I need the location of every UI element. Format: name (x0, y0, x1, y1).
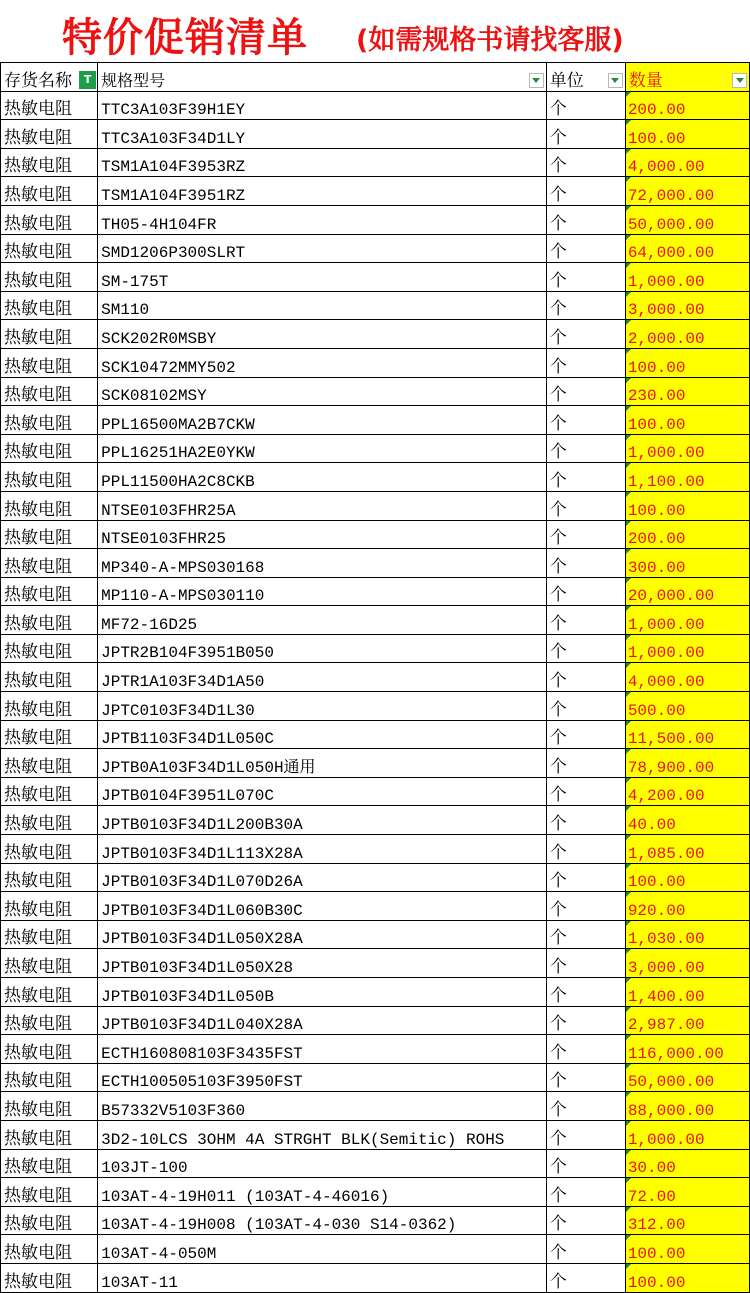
cell-name[interactable]: 热敏电阻 (1, 777, 98, 806)
cell-name[interactable]: 热敏电阻 (1, 806, 98, 835)
table-row (1, 549, 750, 578)
cell-unit[interactable]: 个 (546, 692, 625, 721)
cell-marker-icon (626, 349, 631, 354)
table-row (1, 320, 750, 349)
cell-marker-icon (626, 978, 631, 983)
cell-qty[interactable]: 4,000.00 (625, 148, 749, 177)
cell-name[interactable]: 热敏电阻 (1, 320, 98, 349)
cell-qty[interactable]: 1,030.00 (625, 920, 749, 949)
cell-model[interactable]: JPTB0103F34D1L060B30C (98, 892, 547, 921)
cell-model[interactable]: MP110-A-MPS030110 (98, 577, 547, 606)
cell-qty[interactable]: 50,000.00 (625, 1063, 749, 1092)
cell-unit[interactable]: 个 (546, 663, 625, 692)
cell-marker-icon (626, 378, 631, 383)
table-row (1, 205, 750, 234)
cell-qty[interactable]: 100.00 (625, 491, 749, 520)
cell-name[interactable]: 热敏电阻 (1, 205, 98, 234)
cell-model[interactable]: JPTB1103F34D1L050C (98, 720, 547, 749)
cell-unit[interactable]: 个 (546, 949, 625, 978)
cell-name[interactable]: 热敏电阻 (1, 120, 98, 149)
cell-marker-icon (626, 778, 631, 783)
cell-unit[interactable]: 个 (546, 406, 625, 435)
cell-marker-icon (626, 549, 631, 554)
cell-name[interactable]: 热敏电阻 (1, 577, 98, 606)
cell-marker-icon (626, 406, 631, 411)
cell-name[interactable]: 热敏电阻 (1, 1178, 98, 1207)
cell-unit[interactable]: 个 (546, 978, 625, 1007)
table-row (1, 1120, 750, 1149)
cell-unit[interactable]: 个 (546, 263, 625, 292)
cell-model[interactable]: JPTB0104F3951L070C (98, 777, 547, 806)
cell-marker-icon (626, 806, 631, 811)
table-row (1, 406, 750, 435)
table-row (1, 1206, 750, 1235)
cell-name[interactable]: 热敏电阻 (1, 949, 98, 978)
cell-name[interactable]: 热敏电阻 (1, 348, 98, 377)
header-label-qty: 数量 (628, 70, 663, 91)
cell-name[interactable]: 热敏电阻 (1, 177, 98, 206)
cell-model[interactable]: JPTB0A103F34D1L050H通用 (98, 749, 547, 778)
cell-marker-icon (626, 663, 631, 668)
cell-qty[interactable]: 300.00 (625, 549, 749, 578)
cell-marker-icon (626, 1235, 631, 1240)
cell-marker-icon (626, 749, 631, 754)
cell-name[interactable]: 热敏电阻 (1, 91, 98, 120)
table-row (1, 949, 750, 978)
cell-name[interactable]: 热敏电阻 (1, 663, 98, 692)
cell-qty[interactable]: 78,900.00 (625, 749, 749, 778)
cell-marker-icon (626, 149, 631, 154)
cell-model[interactable]: 103AT-4-19H011 (103AT-4-46016) (98, 1178, 547, 1207)
table-row (1, 463, 750, 492)
cell-qty[interactable]: 2,000.00 (625, 320, 749, 349)
cell-marker-icon (626, 1092, 631, 1097)
cell-marker-icon (626, 521, 631, 526)
cell-qty[interactable]: 100.00 (625, 348, 749, 377)
cell-qty[interactable]: 100.00 (625, 1263, 749, 1292)
cell-name[interactable]: 热敏电阻 (1, 749, 98, 778)
filter-active-icon[interactable]: T (79, 71, 96, 89)
cell-marker-icon (626, 949, 631, 954)
cell-name[interactable]: 热敏电阻 (1, 148, 98, 177)
cell-model[interactable]: JPTB0103F34D1L070D26A (98, 863, 547, 892)
cell-unit[interactable]: 个 (546, 348, 625, 377)
table-row (1, 720, 750, 749)
cell-qty[interactable]: 500.00 (625, 692, 749, 721)
cell-model[interactable]: 103JT-100 (98, 1149, 547, 1178)
cell-qty[interactable]: 11,500.00 (625, 720, 749, 749)
cell-marker-icon (626, 492, 631, 497)
cell-model[interactable]: TTC3A103F34D1LY (98, 120, 547, 149)
cell-unit[interactable]: 个 (546, 91, 625, 120)
cell-name[interactable]: 热敏电阻 (1, 634, 98, 663)
cell-name[interactable]: 热敏电阻 (1, 1206, 98, 1235)
cell-model[interactable]: JPTR2B104F3951B050 (98, 634, 547, 663)
cell-unit[interactable]: 个 (546, 1263, 625, 1292)
header-cell-name[interactable] (1, 63, 98, 92)
cell-qty[interactable]: 64,000.00 (625, 234, 749, 263)
header-cell-unit[interactable] (546, 63, 625, 92)
cell-name[interactable]: 热敏电阻 (1, 1263, 98, 1292)
cell-unit[interactable]: 个 (546, 377, 625, 406)
dropdown-arrow-icon[interactable] (529, 73, 544, 88)
cell-unit[interactable]: 个 (546, 1035, 625, 1064)
cell-marker-icon (626, 1007, 631, 1012)
cell-unit[interactable]: 个 (546, 920, 625, 949)
cell-qty[interactable]: 100.00 (625, 406, 749, 435)
table-row (1, 749, 750, 778)
cell-model[interactable]: PPL16500MA2B7CKW (98, 406, 547, 435)
cell-model[interactable]: 103AT-4-050M (98, 1235, 547, 1264)
header-row (1, 63, 750, 92)
dropdown-arrow-icon[interactable] (732, 73, 747, 88)
table-row (1, 920, 750, 949)
cell-name[interactable]: 热敏电阻 (1, 263, 98, 292)
cell-marker-icon (626, 92, 631, 97)
cell-marker-icon (626, 1150, 631, 1155)
table-row (1, 491, 750, 520)
cell-qty[interactable]: 2,987.00 (625, 1006, 749, 1035)
cell-unit[interactable]: 个 (546, 1092, 625, 1121)
cell-name[interactable]: 热敏电阻 (1, 863, 98, 892)
table-row (1, 806, 750, 835)
cell-model[interactable]: JPTR1A103F34D1A50 (98, 663, 547, 692)
cell-unit[interactable]: 个 (546, 120, 625, 149)
cell-model[interactable]: JPTB0103F34D1L050X28A (98, 920, 547, 949)
cell-name[interactable]: 热敏电阻 (1, 406, 98, 435)
cell-marker-icon (626, 1178, 631, 1183)
cell-qty[interactable]: 4,200.00 (625, 777, 749, 806)
cell-qty[interactable]: 1,400.00 (625, 978, 749, 1007)
cell-qty[interactable]: 50,000.00 (625, 205, 749, 234)
header-cell-qty[interactable] (625, 63, 749, 92)
cell-name[interactable]: 热敏电阻 (1, 835, 98, 864)
cell-model[interactable]: PPL11500HA2C8CKB (98, 463, 547, 492)
cell-qty[interactable]: 40.00 (625, 806, 749, 835)
cell-unit[interactable]: 个 (546, 549, 625, 578)
table-row (1, 863, 750, 892)
cell-model[interactable]: ECTH100505103F3950FST (98, 1063, 547, 1092)
table-row (1, 91, 750, 120)
cell-unit[interactable]: 个 (546, 291, 625, 320)
header-cell-model[interactable] (98, 63, 547, 92)
table-row (1, 777, 750, 806)
cell-name[interactable]: 热敏电阻 (1, 491, 98, 520)
table-row (1, 177, 750, 206)
table-row (1, 348, 750, 377)
cell-unit[interactable]: 个 (546, 205, 625, 234)
cell-qty[interactable]: 200.00 (625, 91, 749, 120)
cell-model[interactable]: TH05-4H104FR (98, 205, 547, 234)
cell-unit[interactable]: 个 (546, 491, 625, 520)
cell-qty[interactable]: 1,000.00 (625, 1120, 749, 1149)
table-row (1, 1063, 750, 1092)
cell-marker-icon (626, 1207, 631, 1212)
cell-name[interactable]: 热敏电阻 (1, 377, 98, 406)
cell-qty[interactable]: 88,000.00 (625, 1092, 749, 1121)
cell-qty[interactable]: 72.00 (625, 1178, 749, 1207)
cell-model[interactable]: JPTC0103F34D1L30 (98, 692, 547, 721)
table-row (1, 291, 750, 320)
cell-model[interactable]: PPL16251HA2E0YKW (98, 434, 547, 463)
cell-qty[interactable]: 312.00 (625, 1206, 749, 1235)
cell-name[interactable]: 热敏电阻 (1, 291, 98, 320)
cell-model[interactable]: 103AT-11 (98, 1263, 547, 1292)
cell-model[interactable]: JPTB0103F34D1L050X28 (98, 949, 547, 978)
cell-unit[interactable]: 个 (546, 320, 625, 349)
cell-model[interactable]: JPTB0103F34D1L040X28A (98, 1006, 547, 1035)
cell-name[interactable]: 热敏电阻 (1, 1092, 98, 1121)
cell-model[interactable]: ECTH160808103F3435FST (98, 1035, 547, 1064)
cell-marker-icon (626, 606, 631, 611)
cell-name[interactable]: 热敏电阻 (1, 606, 98, 635)
table-row (1, 1092, 750, 1121)
cell-model[interactable]: NTSE0103FHR25 (98, 520, 547, 549)
cell-name[interactable]: 热敏电阻 (1, 892, 98, 921)
table-row (1, 892, 750, 921)
title-bar (0, 0, 750, 62)
cell-model[interactable]: SCK202R0MSBY (98, 320, 547, 349)
table-row (1, 1235, 750, 1264)
cell-marker-icon (626, 692, 631, 697)
cell-unit[interactable]: 个 (546, 892, 625, 921)
header-label-unit: 单位 (549, 70, 584, 91)
cell-marker-icon (626, 206, 631, 211)
cell-name[interactable]: 热敏电阻 (1, 978, 98, 1007)
cell-name[interactable]: 热敏电阻 (1, 463, 98, 492)
cell-qty[interactable]: 116,000.00 (625, 1035, 749, 1064)
cell-unit[interactable]: 个 (546, 1235, 625, 1264)
cell-qty[interactable]: 1,000.00 (625, 634, 749, 663)
cell-unit[interactable]: 个 (546, 606, 625, 635)
cell-unit[interactable]: 个 (546, 1149, 625, 1178)
cell-model[interactable]: SM110 (98, 291, 547, 320)
cell-name[interactable]: 热敏电阻 (1, 920, 98, 949)
cell-name[interactable]: 热敏电阻 (1, 549, 98, 578)
table-row (1, 377, 750, 406)
cell-qty[interactable]: 3,000.00 (625, 949, 749, 978)
cell-model[interactable]: SCK10472MMY502 (98, 348, 547, 377)
table-row (1, 1263, 750, 1292)
cell-name[interactable]: 热敏电阻 (1, 1035, 98, 1064)
cell-model[interactable]: SM-175T (98, 263, 547, 292)
sheet-subtitle: (如需规格书请找客服) (356, 25, 624, 56)
table-row (1, 120, 750, 149)
table-row (1, 606, 750, 635)
table-row (1, 234, 750, 263)
cell-marker-icon (626, 864, 631, 869)
cell-qty[interactable]: 1,000.00 (625, 263, 749, 292)
cell-qty[interactable]: 1,100.00 (625, 463, 749, 492)
cell-marker-icon (626, 320, 631, 325)
cell-marker-icon (626, 263, 631, 268)
cell-unit[interactable]: 个 (546, 777, 625, 806)
cell-model[interactable]: TSM1A104F3951RZ (98, 177, 547, 206)
header-label-model: 规格型号 (101, 72, 166, 91)
cell-marker-icon (626, 721, 631, 726)
cell-marker-icon (626, 463, 631, 468)
cell-unit[interactable]: 个 (546, 1120, 625, 1149)
cell-marker-icon (626, 921, 631, 926)
cell-name[interactable]: 热敏电阻 (1, 1006, 98, 1035)
table-row (1, 692, 750, 721)
cell-marker-icon (626, 177, 631, 182)
table-row (1, 663, 750, 692)
cell-unit[interactable]: 个 (546, 749, 625, 778)
cell-name[interactable]: 热敏电阻 (1, 1149, 98, 1178)
cell-model[interactable]: MP340-A-MPS030168 (98, 549, 547, 578)
header-label-name: 存货名称 (4, 70, 72, 91)
cell-model[interactable]: NTSE0103FHR25A (98, 491, 547, 520)
cell-qty[interactable]: 30.00 (625, 1149, 749, 1178)
cell-name[interactable]: 热敏电阻 (1, 520, 98, 549)
table-row (1, 835, 750, 864)
table-row (1, 263, 750, 292)
cell-qty[interactable]: 200.00 (625, 520, 749, 549)
cell-model[interactable]: 3D2-10LCS 3OHM 4A STRGHT BLK(Semitic) ROHS (98, 1120, 547, 1149)
cell-model[interactable]: JPTB0103F34D1L113X28A (98, 835, 547, 864)
cell-unit[interactable]: 个 (546, 1006, 625, 1035)
cell-qty[interactable]: 920.00 (625, 892, 749, 921)
dropdown-arrow-icon[interactable] (608, 73, 623, 88)
table-row (1, 520, 750, 549)
cell-model[interactable]: SMD1206P300SLRT (98, 234, 547, 263)
cell-qty[interactable]: 4,000.00 (625, 663, 749, 692)
cell-name[interactable]: 热敏电阻 (1, 692, 98, 721)
cell-marker-icon (626, 1035, 631, 1040)
cell-qty[interactable]: 72,000.00 (625, 177, 749, 206)
table-row (1, 978, 750, 1007)
table-row (1, 1178, 750, 1207)
cell-unit[interactable]: 个 (546, 720, 625, 749)
cell-model[interactable]: TTC3A103F39H1EY (98, 91, 547, 120)
cell-unit[interactable]: 个 (546, 835, 625, 864)
cell-qty[interactable]: 100.00 (625, 120, 749, 149)
cell-unit[interactable]: 个 (546, 863, 625, 892)
cell-model[interactable]: TSM1A104F3953RZ (98, 148, 547, 177)
cell-unit[interactable]: 个 (546, 1206, 625, 1235)
cell-model[interactable]: 103AT-4-19H008 (103AT-4-030 S14-0362) (98, 1206, 547, 1235)
table-body (1, 91, 750, 1292)
cell-marker-icon (626, 435, 631, 440)
cell-name[interactable]: 热敏电阻 (1, 1120, 98, 1149)
cell-marker-icon (626, 892, 631, 897)
cell-qty[interactable]: 100.00 (625, 1235, 749, 1264)
cell-name[interactable]: 热敏电阻 (1, 434, 98, 463)
cell-marker-icon (626, 1064, 631, 1069)
cell-marker-icon (626, 1121, 631, 1126)
table-row (1, 148, 750, 177)
cell-unit[interactable]: 个 (546, 1178, 625, 1207)
cell-marker-icon (626, 235, 631, 240)
cell-unit[interactable]: 个 (546, 177, 625, 206)
table-row (1, 434, 750, 463)
cell-marker-icon (626, 578, 631, 583)
cell-marker-icon (626, 835, 631, 840)
cell-unit[interactable]: 个 (546, 520, 625, 549)
sheet-title: 特价促销清单 (62, 15, 308, 61)
cell-marker-icon (626, 292, 631, 297)
cell-model[interactable]: JPTB0103F34D1L200B30A (98, 806, 547, 835)
cell-unit[interactable]: 个 (546, 577, 625, 606)
table-row (1, 577, 750, 606)
cell-qty[interactable]: 1,085.00 (625, 835, 749, 864)
cell-marker-icon (626, 120, 631, 125)
cell-name[interactable]: 热敏电阻 (1, 234, 98, 263)
cell-qty[interactable]: 1,000.00 (625, 606, 749, 635)
table-row (1, 1035, 750, 1064)
cell-unit[interactable]: 个 (546, 634, 625, 663)
cell-model[interactable]: SCK08102MSY (98, 377, 547, 406)
cell-marker-icon (626, 635, 631, 640)
cell-name[interactable]: 热敏电阻 (1, 720, 98, 749)
inventory-table (0, 62, 750, 1293)
cell-qty[interactable]: 3,000.00 (625, 291, 749, 320)
table-row (1, 1006, 750, 1035)
cell-qty[interactable]: 100.00 (625, 863, 749, 892)
cell-name[interactable]: 热敏电阻 (1, 1235, 98, 1264)
table-row (1, 634, 750, 663)
cell-unit[interactable]: 个 (546, 463, 625, 492)
cell-model[interactable]: MF72-16D25 (98, 606, 547, 635)
cell-name[interactable]: 热敏电阻 (1, 1063, 98, 1092)
cell-unit[interactable]: 个 (546, 806, 625, 835)
table-row (1, 1149, 750, 1178)
cell-model[interactable]: JPTB0103F34D1L050B (98, 978, 547, 1007)
cell-unit[interactable]: 个 (546, 1063, 625, 1092)
cell-unit[interactable]: 个 (546, 234, 625, 263)
cell-marker-icon (626, 1264, 631, 1269)
cell-qty[interactable]: 230.00 (625, 377, 749, 406)
cell-unit[interactable]: 个 (546, 148, 625, 177)
cell-qty[interactable]: 20,000.00 (625, 577, 749, 606)
cell-unit[interactable]: 个 (546, 434, 625, 463)
cell-model[interactable]: B57332V5103F360 (98, 1092, 547, 1121)
cell-qty[interactable]: 1,000.00 (625, 434, 749, 463)
